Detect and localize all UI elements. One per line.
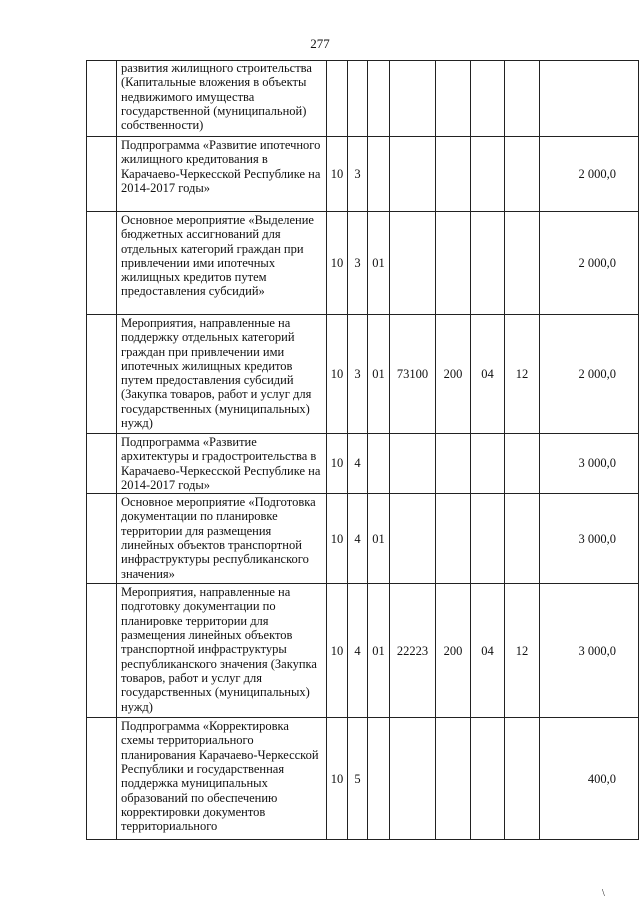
activity-code: 01 (368, 494, 390, 584)
subprogram-code: 3 (348, 137, 368, 212)
activity-code (368, 434, 390, 494)
section-code: 10 (327, 315, 348, 434)
row-name: Мероприятия, направленные на подготовку документации по планировке территории для размещения линейных объектов транспортной инфраструктуры республиканского значения (Закупка товаров, работ и услуг для государственных (муниципальных) нужд) (117, 584, 327, 718)
subprogram-code: 3 (348, 212, 368, 315)
direction-code (390, 137, 436, 212)
section-code: 10 (327, 137, 348, 212)
subdivision-code (505, 212, 540, 315)
section-code (327, 61, 348, 137)
row-name: Подпрограмма «Развитие архитектуры и градостроительства в Карачаево-Черкесской Республике на 2014-2017 годы» (117, 434, 327, 494)
division-code: 04 (471, 315, 505, 434)
section-code: 10 (327, 718, 348, 840)
blank-cell (87, 584, 117, 718)
direction-code: 73100 (390, 315, 436, 434)
row-name: Подпрограмма «Развитие ипотечного жилищного кредитования в Карачаево-Черкесской Республике на 2014-2017 годы» (117, 137, 327, 212)
amount: 2 000,0 (540, 315, 639, 434)
blank-cell (87, 212, 117, 315)
table-row (87, 494, 639, 584)
activity-code (368, 137, 390, 212)
direction-code (390, 61, 436, 137)
table-row (87, 61, 639, 137)
subprogram-code: 3 (348, 315, 368, 434)
section-code: 10 (327, 584, 348, 718)
row-name: Подпрограмма «Корректировка схемы территориального планирования Карачаево-Черкесской Республики и государственная поддержка муниципальных образований по обеспечению корректировки документов территориального (117, 718, 327, 840)
amount: 3 000,0 (540, 494, 639, 584)
subprogram-code: 4 (348, 494, 368, 584)
expense-type-code (436, 494, 471, 584)
expense-type-code (436, 212, 471, 315)
direction-code (390, 434, 436, 494)
section-code: 10 (327, 494, 348, 584)
blank-cell (87, 434, 117, 494)
blank-cell (87, 61, 117, 137)
amount: 2 000,0 (540, 212, 639, 315)
subprogram-code: 5 (348, 718, 368, 840)
row-name: Основное мероприятие «Выделение бюджетных ассигнований для отдельных категорий граждан при привлечении ими ипотечных жилищных кредитов путем предоставления субсидий» (117, 212, 327, 315)
activity-code: 01 (368, 212, 390, 315)
subdivision-code (505, 137, 540, 212)
subdivision-code (505, 434, 540, 494)
subdivision-code (505, 494, 540, 584)
expense-type-code: 200 (436, 584, 471, 718)
page-number: 277 (310, 36, 330, 51)
division-code (471, 137, 505, 212)
corner-mark: \ (602, 888, 605, 899)
expense-type-code (436, 137, 471, 212)
expense-type-code (436, 61, 471, 137)
blank-cell (87, 718, 117, 840)
direction-code (390, 718, 436, 840)
amount: 2 000,0 (540, 137, 639, 212)
division-code (471, 61, 505, 137)
amount: 3 000,0 (540, 584, 639, 718)
direction-code: 22223 (390, 584, 436, 718)
row-name: Основное мероприятие «Подготовка документации по планировке территории для размещения линейных объектов транспортной инфраструктуры республиканского значения» (117, 494, 327, 584)
activity-code (368, 718, 390, 840)
subprogram-code: 4 (348, 434, 368, 494)
subprogram-code: 4 (348, 584, 368, 718)
section-code: 10 (327, 434, 348, 494)
table-row (87, 212, 639, 315)
amount: 3 000,0 (540, 434, 639, 494)
subprogram-code (348, 61, 368, 137)
subdivision-code: 12 (505, 584, 540, 718)
table-row (87, 718, 639, 840)
table-row (87, 315, 639, 434)
blank-cell (87, 137, 117, 212)
budget-table (86, 60, 639, 840)
division-code (471, 212, 505, 315)
division-code (471, 718, 505, 840)
table-row (87, 434, 639, 494)
division-code (471, 494, 505, 584)
blank-cell (87, 315, 117, 434)
division-code: 04 (471, 584, 505, 718)
subdivision-code (505, 61, 540, 137)
activity-code: 01 (368, 315, 390, 434)
direction-code (390, 212, 436, 315)
activity-code (368, 61, 390, 137)
activity-code: 01 (368, 584, 390, 718)
expense-type-code (436, 434, 471, 494)
table-row (87, 584, 639, 718)
table-row (87, 137, 639, 212)
subdivision-code: 12 (505, 315, 540, 434)
subdivision-code (505, 718, 540, 840)
expense-type-code: 200 (436, 315, 471, 434)
division-code (471, 434, 505, 494)
blank-cell (87, 494, 117, 584)
amount (540, 61, 639, 137)
section-code: 10 (327, 212, 348, 315)
direction-code (390, 494, 436, 584)
row-name: Мероприятия, направленные на поддержку отдельных категорий граждан при привлечении ими ипотечных жилищных кредитов путем предоставления субсидий (Закупка товаров, работ и услуг для государственных (муниципальных) нужд) (117, 315, 327, 434)
row-name: развития жилищного строительства (Капитальные вложения в объекты недвижимого имущества государственной (муниципальной) собственности) (117, 61, 327, 137)
expense-type-code (436, 718, 471, 840)
amount: 400,0 (540, 718, 639, 840)
